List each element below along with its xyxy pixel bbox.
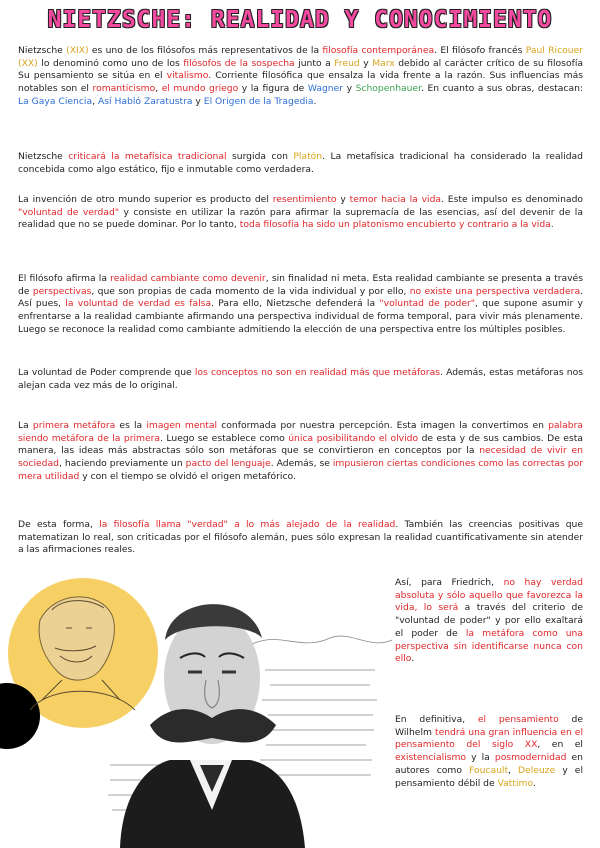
first-metaphor-paragraph: La primera metáfora es la imagen mental conformada por nuestra percepción. Esta imagen la convertimos en palabra siendo metáfora de la primera. Luego se establece como única posibilitando el olvido de esta y de sus cambios. De esta manera, las ideas más abstractas sólo son metáforas que se convirtieron en conceptos por la necesidad de vivir en sociedad, haciendo previamente un pacto del lenguaje. Además, se impusieron ciertas condiciones como las correctas por mera utilidad y con el tiempo se olvidó el origen metafórico.	[18, 420, 584, 482]
conclusion-paragraph-2: En definitiva, el pensamiento de Wilhelm tendrá una gran influencia en el pensamiento del siglo XX, en el existencialismo y la posmodernidad en autores como Foucault, Deleuze y el pensamiento débil de Vattimo.	[395, 714, 584, 789]
intro-paragraph: Nietzsche (XIX) es uno de los filósofos más representativos de la filosofía contemporánea. El filósofo francés Paul Ricouer (XX) lo denominó como uno de los filósofos de la sospecha junto a Freud y Marx debido al carácter crítico de su filosofía Su pensamiento se sitúa en el vitalismo. Corriente filosófica que ensalza la vida frente a la razón. Sus influencias más notables son el romanticismo, el mundo griego y la figura de Wagner y Schopenhauer. En cuanto a sus obras, destacan: La Gaya Ciencia, Así Habló Zaratustra y El Origen de la Tragedia.	[18, 45, 584, 107]
photo-portrait	[120, 604, 305, 848]
metaphysics-paragraph: Nietzsche criticará la metafísica tradicional surgida con Platón. La metafísica tradicional ha considerado la realidad concebida como algo estático, fijo e inmutable como verdadera.	[18, 151, 583, 175]
nietzsche-portrait-collage	[0, 560, 400, 848]
will-to-truth-paragraph: La invención de otro mundo superior es producto del resentimiento y temor hacia la vida. Este impulso es denominado "voluntad de verdad" y consiste en utilizar la razón para afirmar la supremacía de las esencias, así del devenir de la realidad que no se puede dominar. Por lo tanto, toda filosofía ha sido un platonismo encubierto y contrario a la vida.	[18, 194, 584, 231]
page-title: NIETZSCHE: REALIDAD Y CONOCIMIENTO	[47, 7, 553, 33]
sketch-portrait	[30, 597, 135, 710]
truth-paragraph: De esta forma, la filosofía llama "verdad" a lo más alejado de la realidad. También las creencias positivas que matematizan lo real, son criticadas por el filósofo alemán, pues sólo expresan la realidad cuantificativamente sin atender a las afirmaciones reales.	[18, 519, 584, 556]
conclusion-paragraph-1: Así, para Friedrich, no hay verdad absoluta y sólo aquello que favorezca la vida, lo será a través del criterio de "voluntad de poder" y por ello exaltará el poder de la metáfora como una perspectiva sin identificarse nunca con ello.	[395, 577, 584, 665]
perspectives-paragraph: El filósofo afirma la realidad cambiante como devenir, sin finalidad ni meta. Esta realidad cambiante se presenta a través de perspectivas, que son propias de cada momento de la vida individual y por ello, no existe una perspectiva verdadera. Así pues, la voluntad de verdad es falsa. Para ello, Nietzsche defenderá la "voluntad de poder", que supone asumir y enfrentarse a la realidad cambiante afirmando una perspectiva individual de forma temporal, para vivir más plenamente. Luego se reconoce la realidad como cambiante admitiendo la elección de una perspectiva entre los múltiples posibles.	[18, 273, 584, 335]
metaphors-paragraph: La voluntad de Poder comprende que los conceptos no son en realidad más que metáforas. Además, estas metáforas nos alejan cada vez más de lo original.	[18, 367, 583, 391]
